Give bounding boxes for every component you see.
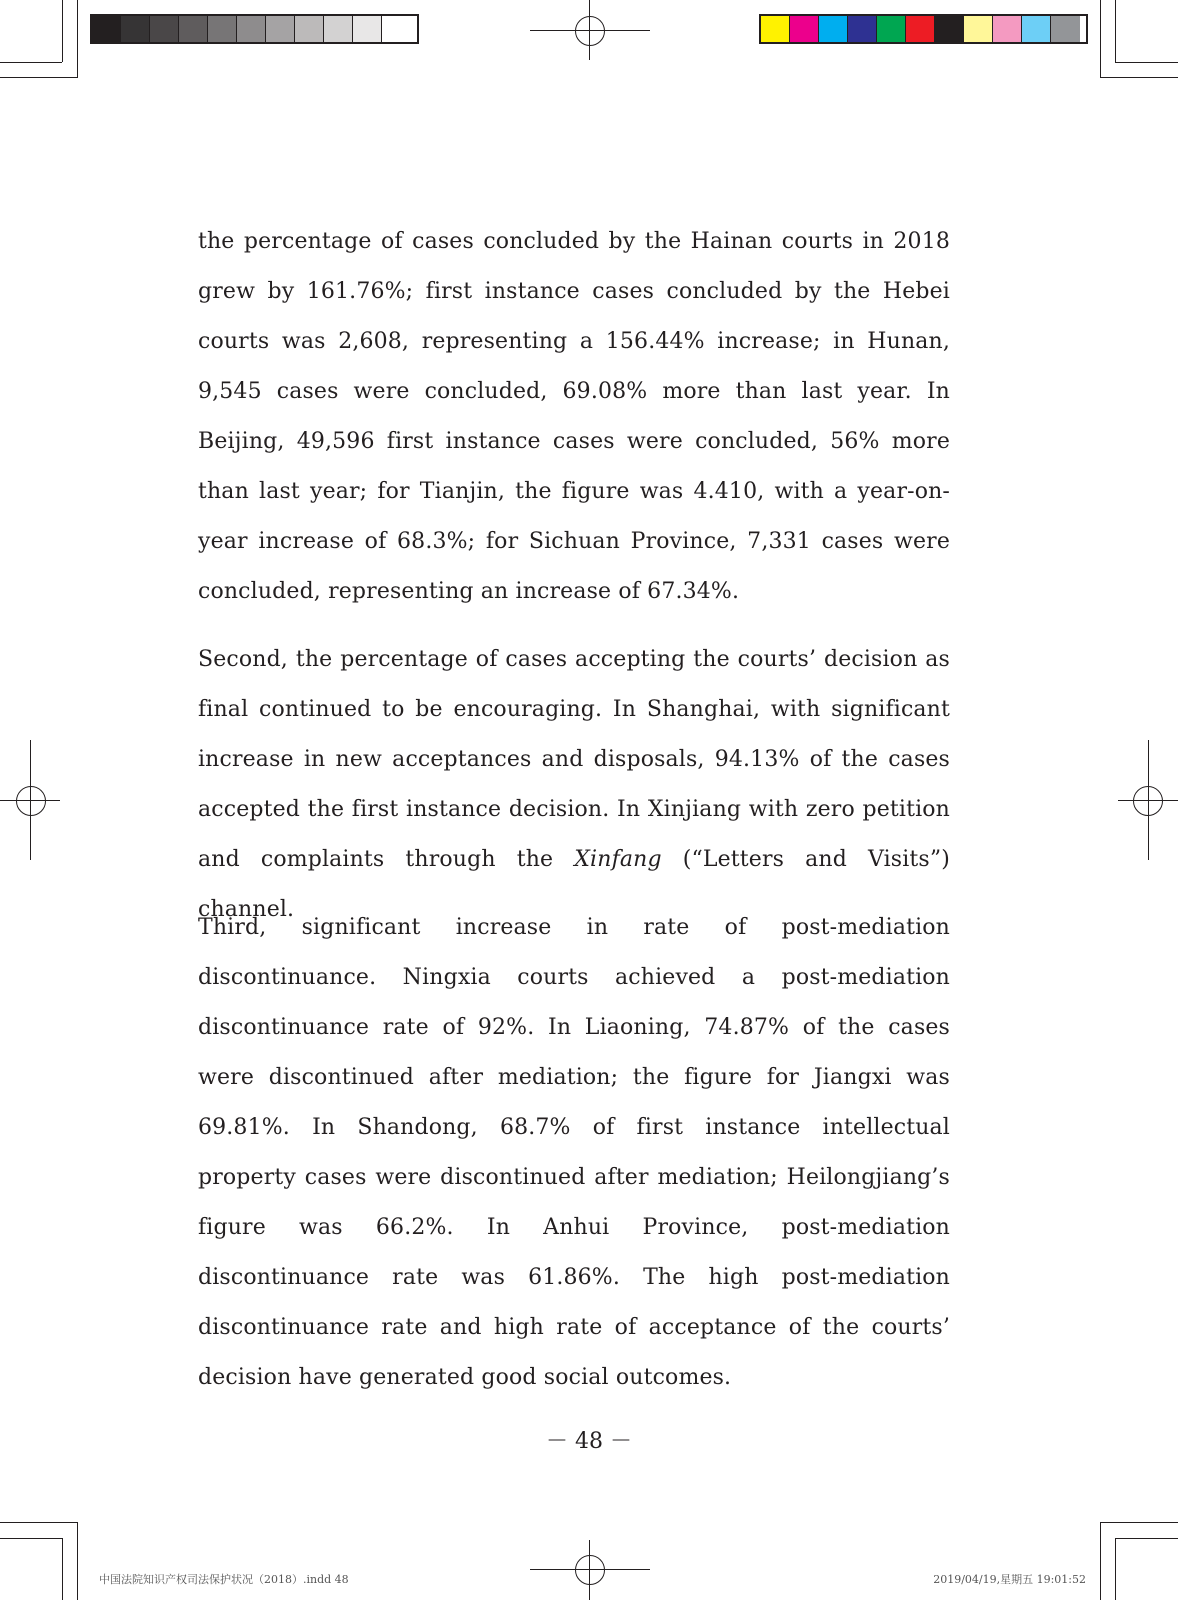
color-swatch xyxy=(761,16,790,42)
crop-mark xyxy=(1100,77,1178,78)
color-swatch xyxy=(935,16,964,42)
paragraph-2 xyxy=(198,635,950,935)
color-swatch xyxy=(1051,16,1080,42)
registration-mark xyxy=(575,1555,605,1585)
crop-mark xyxy=(62,0,63,62)
registration-mark xyxy=(16,786,46,816)
crop-mark xyxy=(0,1538,62,1539)
crop-mark xyxy=(0,1522,78,1523)
color-bar xyxy=(759,14,1088,44)
crop-mark xyxy=(1115,62,1178,63)
crop-mark xyxy=(1100,1522,1101,1600)
gray-swatch xyxy=(353,16,382,42)
gray-swatch xyxy=(266,16,295,42)
gray-swatch xyxy=(121,16,150,42)
gray-swatch xyxy=(295,16,324,42)
color-swatch xyxy=(877,16,906,42)
crop-mark xyxy=(1115,1538,1178,1539)
color-swatch xyxy=(993,16,1022,42)
registration-mark xyxy=(1133,786,1163,816)
crop-mark xyxy=(77,0,78,78)
xinfang-term: Xinfang xyxy=(574,847,662,872)
paragraph-3: Third, significant increase in rate of post-mediation discontinuance. Ningxia courts achieved a post-mediation discontinuance rate of 92%. In Liaoning, 74.87% of the cases were discontinued after mediation; the figure for Jiangxi was 69.81%. In Shandong, 68.7% of first instance intellectual property cases were discontinued after mediation; Heilongjiang’s figure was 66.2%. In Anhui Province, post-mediation discontinuance rate was 61.86%. The high post-mediation discontinuance rate and high rate of acceptance of the courts’ decision have generated good social outcomes. xyxy=(198,915,950,1390)
crop-mark xyxy=(77,1522,78,1600)
crop-mark xyxy=(1115,1538,1116,1600)
paragraph-2-text-end: (“Letters and Visits”) channel. xyxy=(198,847,950,922)
color-swatch xyxy=(848,16,877,42)
gray-swatch xyxy=(179,16,208,42)
page-number: － 48 － xyxy=(546,1429,632,1454)
color-swatch xyxy=(964,16,993,42)
crop-mark xyxy=(1100,1522,1178,1523)
crop-mark xyxy=(0,77,78,78)
color-swatch xyxy=(906,16,935,42)
slug-timestamp: 2019/04/19,星期五 19:01:52 xyxy=(933,1573,1086,1586)
crop-mark xyxy=(1115,0,1116,62)
grayscale-bar xyxy=(90,14,419,44)
crop-mark xyxy=(62,1538,63,1600)
slug-filename: 中国法院知识产权司法保护状况（2018）.indd 48 xyxy=(99,1573,349,1586)
color-swatch xyxy=(790,16,819,42)
color-swatch xyxy=(819,16,848,42)
color-swatch xyxy=(1022,16,1051,42)
crop-mark xyxy=(0,62,62,63)
gray-swatch xyxy=(382,16,411,42)
gray-swatch xyxy=(92,16,121,42)
gray-swatch xyxy=(208,16,237,42)
registration-mark xyxy=(575,16,605,46)
crop-mark xyxy=(1100,0,1101,78)
gray-swatch xyxy=(150,16,179,42)
gray-swatch xyxy=(237,16,266,42)
paragraph-2-text: Second, the percentage of cases accepting the courts’ decision as final continued to be encouraging. In Shanghai, with significant increase in new acceptances and disposals, 94.13% of the cases accepted the first instance decision. In Xinjiang with zero petition and complaints through the xyxy=(198,647,950,872)
paragraph-1: the percentage of cases concluded by the Hainan courts in 2018 grew by 161.76%; first instance cases concluded by the Hebei courts was 2,608, representing a 156.44% increase; in Hunan, 9,545 cases were concluded, 69.08% more than last year. In Beijing, 49,596 first instance cases were concluded, 56% more than last year; for Tianjin, the figure was 4.410, with a year-on-year increase of 68.3%; for Sichuan Province, 7,331 cases were concluded, representing an increase of 67.34%. xyxy=(198,229,950,604)
gray-swatch xyxy=(324,16,353,42)
